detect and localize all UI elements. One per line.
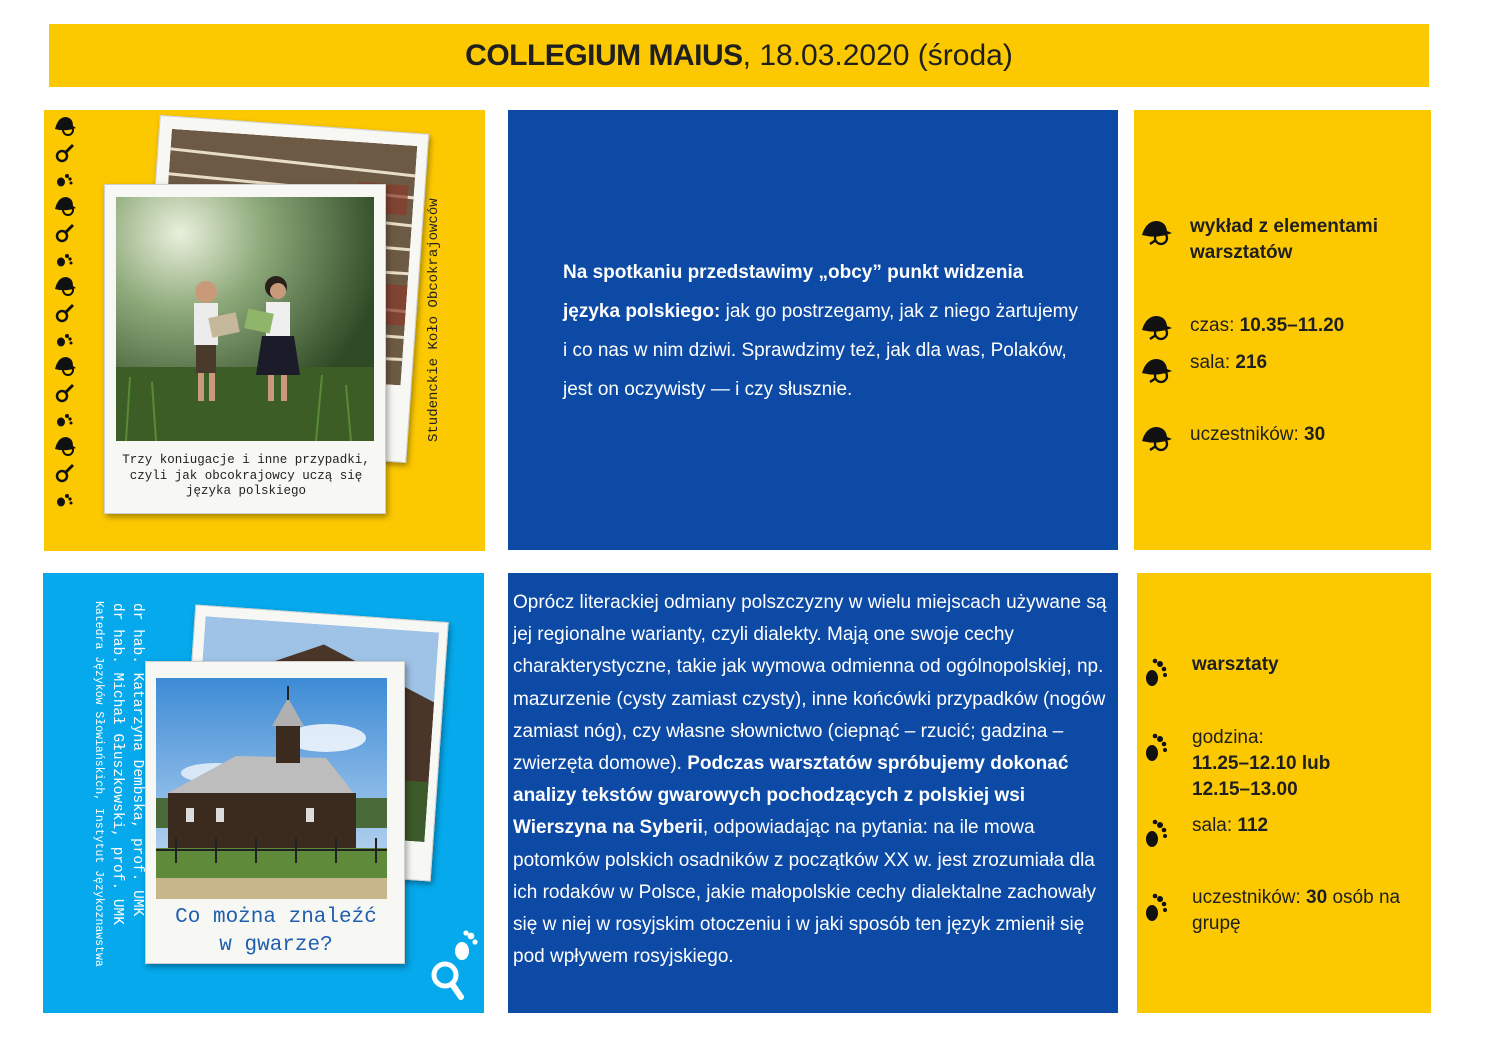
detective-hat-icon — [52, 354, 78, 378]
event2-visual-panel — [43, 573, 484, 1013]
magnifier-icon — [53, 142, 77, 164]
header-title-rest: , 18.03.2020 (środa) — [742, 38, 1013, 72]
event2-room-label: sala: — [1192, 815, 1238, 836]
footprint-icon — [1141, 656, 1171, 690]
event1-visual-panel — [44, 110, 485, 551]
icon-strip — [50, 114, 80, 514]
detective-hat-icon — [52, 274, 78, 298]
footprint-icon — [53, 168, 77, 190]
event2-description-intro: Oprócz literackiej odmiany polszczyzny w wielu miejscach używane są jej regionalne warianty, czyli dialekty. Mają one swoje cechy charakterystyczne, takie jak wymowa odmienna od ogólnopolskiej, np. mazurzenie (cysty zamiast czysty), inne końcówki przypadków (nogów zamiast nóg), czy własne słownictwo (ciepnąć – rzucić; gadzina – zwierzęta domowe). — [513, 592, 1107, 775]
event1-description-bold: Na spotkaniu przedstawimy „obcy” punkt widzenia języka polskiego: — [563, 262, 1024, 322]
event2-room-value: 112 — [1237, 815, 1269, 836]
event2-time-value2: 12.15–13.00 — [1192, 779, 1298, 800]
header-title-bold: COLLEGIUM MAIUS — [465, 38, 743, 72]
event2-room-row — [1137, 813, 1431, 839]
event2-speaker1: dr hab. Katarzyna Dembska, prof. UMK — [129, 603, 145, 917]
footprint-icon — [53, 248, 77, 270]
magnifier-icon — [53, 462, 77, 484]
detective-hat-icon — [1140, 218, 1174, 246]
event1-description-rest: jak go postrzegamy, jak z niego żartujemy i co nas w nim dziwi. Sprawdzimy też, jak dla was, Polaków, jest on oczywisty — i czy słusznie. — [563, 301, 1078, 400]
event2-photo-caption-line1: Co można znaleźć — [175, 906, 377, 929]
event1-participants-label: uczestników: — [1190, 424, 1305, 445]
footprint-icon — [1141, 891, 1171, 925]
event1-type: wykład z elementami warsztatów — [1190, 216, 1378, 263]
magnifier-icon — [53, 222, 77, 244]
church-image — [156, 678, 387, 899]
event2-description-bold: Podczas warsztatów spróbujemy dokonać analizy tekstów gwarowych pochodzących z polskiej wsi Wierszyna na Syberii — [513, 753, 1069, 839]
footprint-icon — [53, 488, 77, 510]
event1-photo-caption: Trzy koniugacje i inne przypadki, czyli jak obcokrajowcy uczą się języka polskiego — [122, 453, 370, 499]
magnifier-icon — [429, 959, 469, 1003]
event1-room-label: sala: — [1190, 352, 1236, 373]
event2-participants-row — [1137, 885, 1431, 937]
event2-time-row — [1137, 725, 1431, 803]
event1-room-row — [1134, 350, 1431, 376]
footprint-icon — [53, 408, 77, 430]
event1-participants-row — [1134, 422, 1431, 448]
event2-institute: Katedra Języków Słowiańskich, Instytut Językoznawstwa — [92, 601, 105, 967]
footprint-icon — [53, 328, 77, 350]
event2-photo-caption — [146, 904, 406, 960]
page-header — [49, 24, 1429, 87]
event1-time-value: 10.35–11.20 — [1239, 315, 1345, 336]
event1-time-row — [1134, 313, 1431, 339]
event2-type: warsztaty — [1192, 654, 1279, 675]
detective-hat-icon — [52, 194, 78, 218]
magnifier-icon — [53, 382, 77, 404]
event1-description — [563, 253, 1083, 409]
event2-time-value1: 11.25–12.10 lub — [1192, 753, 1331, 774]
event1-organizer: Studenckie Koło Obcokrajowców — [426, 198, 442, 442]
event2-time-label: godzina: — [1192, 727, 1264, 748]
detective-hat-icon — [52, 434, 78, 458]
detective-hat-icon — [1140, 313, 1174, 341]
event2-participants-value: 30 — [1306, 887, 1328, 908]
event2-description-rest: , odpowiadając na pytania: na ile mowa potomków polskich osadników z początków XX w. jest zrozumiała dla ich rodaków w Polsce, jakie małopolskie cechy dialektalne zachowały się w niej w rosyjskim otoczeniu i w jaki sposób ten język zmienił się pod wpływem rosyjskiego. — [513, 817, 1096, 968]
detective-hat-icon — [1140, 424, 1174, 452]
front-photo-children — [104, 184, 386, 514]
event2-participants-label: uczestników: — [1192, 887, 1307, 908]
event2-participants-suffix: osób na grupę — [1192, 887, 1401, 934]
children-reading-image — [116, 197, 374, 441]
detective-hat-icon — [52, 114, 78, 138]
magnifier-icon — [53, 302, 77, 324]
front-photo-church — [145, 661, 405, 964]
event1-participants-value: 30 — [1304, 424, 1326, 445]
event2-type-row — [1137, 652, 1431, 678]
footprint-icon — [1141, 731, 1171, 765]
event2-speaker2: dr hab. Michał Głuszkowski, prof. UMK — [109, 603, 125, 925]
event1-info-panel — [1134, 110, 1431, 550]
event1-description-panel — [508, 110, 1118, 550]
event2-description — [513, 587, 1113, 973]
event2-description-panel — [508, 573, 1118, 1013]
event1-time-label: czas: — [1190, 315, 1240, 336]
event1-room-value: 216 — [1235, 352, 1268, 373]
event1-type-row — [1134, 214, 1431, 266]
detective-hat-icon — [1140, 356, 1174, 384]
event2-info-panel — [1137, 573, 1431, 1013]
footprint-icon — [1141, 817, 1171, 851]
event2-photo-caption-line2: w gwarze? — [219, 934, 333, 957]
